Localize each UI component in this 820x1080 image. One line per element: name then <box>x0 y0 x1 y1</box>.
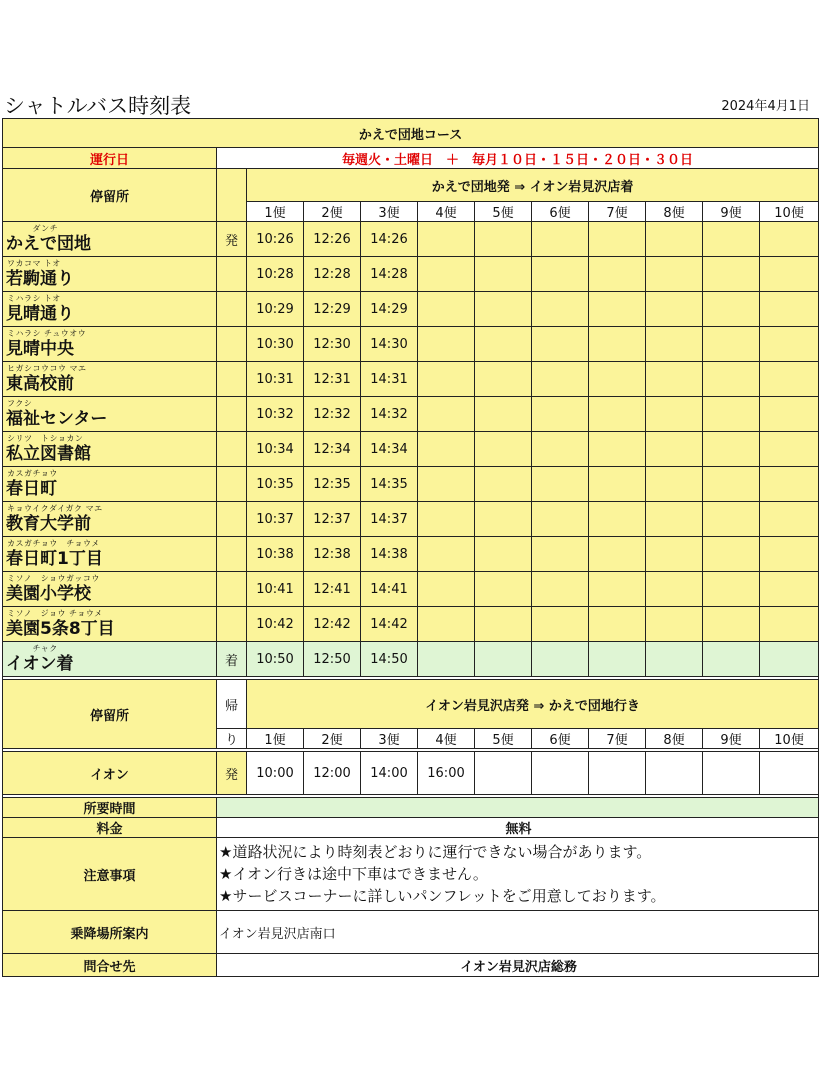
return-mark-top: 帰 <box>217 680 247 729</box>
time-cell: 12:38 <box>304 537 361 572</box>
time-cell: 10:35 <box>247 467 304 502</box>
bin-header: 6便 <box>532 729 589 749</box>
time-cell <box>646 752 703 795</box>
time-cell: 14:50 <box>361 642 418 677</box>
time-cell <box>760 572 819 607</box>
time-cell <box>760 537 819 572</box>
time-cell <box>418 397 475 432</box>
inbound-stop-header: 停留所 <box>3 680 217 749</box>
bin-header: 4便 <box>418 202 475 222</box>
stop-mark <box>217 327 247 362</box>
time-cell: 14:42 <box>361 607 418 642</box>
time-cell: 14:26 <box>361 222 418 257</box>
stop-name: 美園5条8丁目 <box>6 619 115 639</box>
stop-name: 美園小学校 <box>6 584 91 604</box>
notes-row <box>3 838 819 911</box>
stop-name: 見晴中央 <box>6 339 74 359</box>
time-cell <box>475 572 532 607</box>
time-cell: 12:35 <box>304 467 361 502</box>
time-cell <box>646 572 703 607</box>
stop-row <box>3 432 819 467</box>
time-cell <box>418 362 475 397</box>
time-cell: 10:26 <box>247 222 304 257</box>
time-cell <box>589 362 646 397</box>
note-item: ★道路状況により時刻表どおりに運行できない場合があります。 <box>219 843 652 861</box>
stop-name: 福祉センター <box>6 409 108 429</box>
contact-value: イオン岩見沢店総務 <box>217 954 819 977</box>
time-cell <box>703 222 760 257</box>
time-cell: 12:41 <box>304 572 361 607</box>
stop-reading: ワカコマ トオ <box>7 259 61 268</box>
time-cell: 14:28 <box>361 257 418 292</box>
time-cell <box>532 502 589 537</box>
inbound-stop-mark: 発 <box>217 752 247 795</box>
time-cell: 10:38 <box>247 537 304 572</box>
time-cell: 12:28 <box>304 257 361 292</box>
time-cell <box>532 222 589 257</box>
time-cell <box>532 397 589 432</box>
time-cell <box>760 642 819 677</box>
time-cell: 14:35 <box>361 467 418 502</box>
stop-name-cell <box>3 432 217 467</box>
time-cell <box>760 397 819 432</box>
bin-header: 10便 <box>760 202 819 222</box>
time-cell: 12:26 <box>304 222 361 257</box>
stop-name: 春日町 <box>6 479 57 499</box>
time-cell <box>418 572 475 607</box>
time-cell <box>646 292 703 327</box>
stop-row <box>3 222 819 257</box>
bin-header: 9便 <box>703 202 760 222</box>
note-item: ★サービスコーナーに詳しいパンフレットをご用意しております。 <box>219 887 666 905</box>
bin-header: 9便 <box>703 729 760 749</box>
time-cell <box>703 502 760 537</box>
inbound-route: イオン岩見沢店発 ⇒ かえで団地行き <box>247 680 819 729</box>
stop-reading: ダンチ <box>7 224 59 233</box>
time-cell <box>532 257 589 292</box>
stop-row <box>3 502 819 537</box>
time-cell <box>703 572 760 607</box>
contact-label: 問合せ先 <box>3 954 217 977</box>
stop-mark <box>217 607 247 642</box>
time-cell <box>760 257 819 292</box>
time-cell <box>475 222 532 257</box>
inbound-stop-name: イオン <box>3 752 217 795</box>
time-cell <box>703 292 760 327</box>
return-mark-bottom: り <box>217 729 247 749</box>
fare-value: 無料 <box>217 818 819 838</box>
time-cell: 14:29 <box>361 292 418 327</box>
issue-date: 2024年4月1日 <box>721 99 810 114</box>
stop-row <box>3 642 819 677</box>
boarding-value: イオン岩見沢店南口 <box>217 911 819 954</box>
bin-header: 2便 <box>304 202 361 222</box>
stop-row <box>3 572 819 607</box>
stop-mark <box>217 257 247 292</box>
time-cell <box>703 467 760 502</box>
time-cell <box>475 362 532 397</box>
time-cell <box>703 537 760 572</box>
time-cell <box>589 572 646 607</box>
time-cell: 10:42 <box>247 607 304 642</box>
operation-label: 運行日 <box>3 148 217 169</box>
time-cell: 12:34 <box>304 432 361 467</box>
time-cell <box>646 327 703 362</box>
stop-row <box>3 257 819 292</box>
note-item: ★イオン行きは途中下車はできません。 <box>219 865 488 883</box>
stop-reading: ミソノ ジョウ チョウメ <box>7 609 103 618</box>
bin-header: 8便 <box>646 729 703 749</box>
stop-mark: 発 <box>217 222 247 257</box>
stop-name-cell <box>3 257 217 292</box>
stop-name: 私立図書館 <box>6 444 91 464</box>
time-cell <box>532 362 589 397</box>
time-cell <box>589 432 646 467</box>
time-cell: 12:42 <box>304 607 361 642</box>
duration-value <box>217 798 819 818</box>
time-cell: 14:30 <box>361 327 418 362</box>
time-cell <box>760 432 819 467</box>
stop-mark <box>217 502 247 537</box>
time-cell: 10:29 <box>247 292 304 327</box>
info-row <box>3 911 819 954</box>
time-cell: 14:41 <box>361 572 418 607</box>
time-cell <box>589 642 646 677</box>
time-cell <box>589 292 646 327</box>
course-title: かえで団地コース <box>3 119 819 148</box>
time-cell <box>475 432 532 467</box>
time-cell: 12:00 <box>304 752 361 795</box>
time-cell <box>532 327 589 362</box>
time-cell <box>475 327 532 362</box>
stop-reading: ミハラシ チュウオウ <box>7 329 87 338</box>
time-cell <box>418 327 475 362</box>
stop-mark <box>217 432 247 467</box>
info-row <box>3 798 819 818</box>
time-cell <box>760 607 819 642</box>
stop-reading: カスガチョウ チョウメ <box>7 539 100 548</box>
stop-mark: 着 <box>217 642 247 677</box>
time-cell <box>589 607 646 642</box>
inbound-route-row <box>3 680 819 729</box>
stop-name: 見晴通り <box>6 304 74 324</box>
time-cell <box>475 502 532 537</box>
stop-mark <box>217 572 247 607</box>
time-cell <box>532 607 589 642</box>
bin-header: 3便 <box>361 202 418 222</box>
time-cell <box>532 292 589 327</box>
time-cell: 14:34 <box>361 432 418 467</box>
time-cell <box>703 257 760 292</box>
time-cell <box>418 502 475 537</box>
info-row <box>3 818 819 838</box>
time-cell <box>589 222 646 257</box>
stop-reading: チャク <box>7 644 58 653</box>
time-cell <box>646 642 703 677</box>
time-cell: 12:32 <box>304 397 361 432</box>
time-cell <box>418 432 475 467</box>
time-cell: 12:50 <box>304 642 361 677</box>
stop-name-cell <box>3 327 217 362</box>
bin-header: 5便 <box>475 202 532 222</box>
stop-row <box>3 362 819 397</box>
time-cell <box>760 467 819 502</box>
time-cell <box>475 292 532 327</box>
time-cell: 14:00 <box>361 752 418 795</box>
time-cell <box>418 257 475 292</box>
stop-row <box>3 467 819 502</box>
stop-mark <box>217 467 247 502</box>
stop-row <box>3 607 819 642</box>
stop-name: 春日町1丁目 <box>6 549 103 569</box>
time-cell: 10:28 <box>247 257 304 292</box>
time-cell <box>646 537 703 572</box>
time-cell <box>418 292 475 327</box>
time-cell <box>475 642 532 677</box>
stop-name-cell <box>3 222 217 257</box>
bin-header: 8便 <box>646 202 703 222</box>
bin-header: 1便 <box>247 202 304 222</box>
stop-name: 東高校前 <box>6 374 74 394</box>
time-cell <box>532 432 589 467</box>
stop-name-cell <box>3 502 217 537</box>
time-cell: 14:37 <box>361 502 418 537</box>
timetable <box>2 118 819 977</box>
time-cell <box>646 432 703 467</box>
stop-reading: ミハラシ トオ <box>7 294 61 303</box>
stop-reading: ミソノ ショウガッコウ <box>7 574 100 583</box>
time-cell <box>760 222 819 257</box>
time-cell <box>532 752 589 795</box>
operation-days: 毎週火・土曜日 ＋ 毎月１０日・１５日・２０日・３０日 <box>217 148 819 169</box>
time-cell <box>589 537 646 572</box>
time-cell: 16:00 <box>418 752 475 795</box>
stop-name-cell <box>3 467 217 502</box>
stop-name-cell <box>3 292 217 327</box>
time-cell <box>418 467 475 502</box>
time-cell <box>703 362 760 397</box>
time-cell <box>532 537 589 572</box>
stop-name-cell <box>3 607 217 642</box>
stop-name-cell <box>3 642 217 677</box>
time-cell <box>475 257 532 292</box>
time-cell: 10:30 <box>247 327 304 362</box>
time-cell <box>646 607 703 642</box>
outbound-route: かえで団地発 ⇒ イオン岩見沢店着 <box>247 169 819 202</box>
stop-reading: フクシ <box>7 399 33 408</box>
time-cell <box>475 607 532 642</box>
stop-name-cell <box>3 572 217 607</box>
stop-row <box>3 292 819 327</box>
time-cell <box>646 502 703 537</box>
time-cell: 10:34 <box>247 432 304 467</box>
boarding-label: 乗降場所案内 <box>3 911 217 954</box>
time-cell <box>760 327 819 362</box>
time-cell <box>589 397 646 432</box>
bin-header: 10便 <box>760 729 819 749</box>
time-cell: 12:31 <box>304 362 361 397</box>
time-cell <box>703 642 760 677</box>
bin-header: 1便 <box>247 729 304 749</box>
time-cell <box>760 292 819 327</box>
time-cell <box>475 467 532 502</box>
time-cell <box>703 752 760 795</box>
time-cell <box>589 257 646 292</box>
stop-name: 教育大学前 <box>6 514 91 534</box>
stop-reading: キョウイクダイガク マエ <box>7 504 103 513</box>
fare-label: 料金 <box>3 818 217 838</box>
stop-mark <box>217 537 247 572</box>
stop-mark <box>217 292 247 327</box>
time-cell <box>589 327 646 362</box>
time-cell <box>475 397 532 432</box>
bin-header: 5便 <box>475 729 532 749</box>
time-cell <box>646 397 703 432</box>
time-cell: 10:00 <box>247 752 304 795</box>
stop-name-cell <box>3 397 217 432</box>
time-cell <box>646 222 703 257</box>
time-cell <box>760 362 819 397</box>
time-cell: 10:31 <box>247 362 304 397</box>
time-cell <box>418 222 475 257</box>
time-cell <box>703 432 760 467</box>
time-cell <box>646 362 703 397</box>
time-cell <box>418 642 475 677</box>
bin-header: 7便 <box>589 202 646 222</box>
bin-header: 3便 <box>361 729 418 749</box>
time-cell <box>418 607 475 642</box>
time-cell <box>532 467 589 502</box>
time-cell: 10:50 <box>247 642 304 677</box>
time-cell <box>646 257 703 292</box>
time-cell <box>589 467 646 502</box>
time-cell: 14:31 <box>361 362 418 397</box>
time-cell: 14:32 <box>361 397 418 432</box>
time-cell <box>418 537 475 572</box>
page-title: シャトルバス時刻表 <box>4 94 192 118</box>
time-cell <box>760 502 819 537</box>
stop-name: イオン着 <box>6 654 74 674</box>
time-cell <box>475 752 532 795</box>
time-cell: 10:32 <box>247 397 304 432</box>
stop-name: 若駒通り <box>6 269 74 289</box>
time-cell: 12:37 <box>304 502 361 537</box>
stop-row <box>3 537 819 572</box>
notes-list <box>217 838 819 911</box>
time-cell: 14:38 <box>361 537 418 572</box>
info-row <box>3 954 819 977</box>
stop-reading: シリツ トショカン <box>7 434 84 443</box>
stop-mark <box>217 397 247 432</box>
time-cell: 12:30 <box>304 327 361 362</box>
stop-name: かえで団地 <box>6 234 91 254</box>
time-cell <box>532 572 589 607</box>
stop-row <box>3 397 819 432</box>
time-cell: 10:37 <box>247 502 304 537</box>
bin-header: 7便 <box>589 729 646 749</box>
time-cell: 12:29 <box>304 292 361 327</box>
bin-header: 6便 <box>532 202 589 222</box>
time-cell <box>646 467 703 502</box>
stop-reading: カスガチョウ <box>7 469 58 478</box>
bin-header: 4便 <box>418 729 475 749</box>
time-cell <box>589 752 646 795</box>
stop-header: 停留所 <box>3 169 217 222</box>
bin-header: 2便 <box>304 729 361 749</box>
time-cell <box>703 397 760 432</box>
inbound-stop-row <box>3 752 819 795</box>
time-cell <box>760 752 819 795</box>
time-cell <box>703 607 760 642</box>
time-cell <box>589 502 646 537</box>
stop-reading: ヒガシコウコウ マエ <box>7 364 87 373</box>
stop-name-cell <box>3 537 217 572</box>
duration-label: 所要時間 <box>3 798 217 818</box>
notes-label: 注意事項 <box>3 838 217 911</box>
time-cell <box>703 327 760 362</box>
stop-row <box>3 327 819 362</box>
stop-name-cell <box>3 362 217 397</box>
time-cell <box>532 642 589 677</box>
time-cell <box>475 537 532 572</box>
time-cell: 10:41 <box>247 572 304 607</box>
stop-mark <box>217 362 247 397</box>
